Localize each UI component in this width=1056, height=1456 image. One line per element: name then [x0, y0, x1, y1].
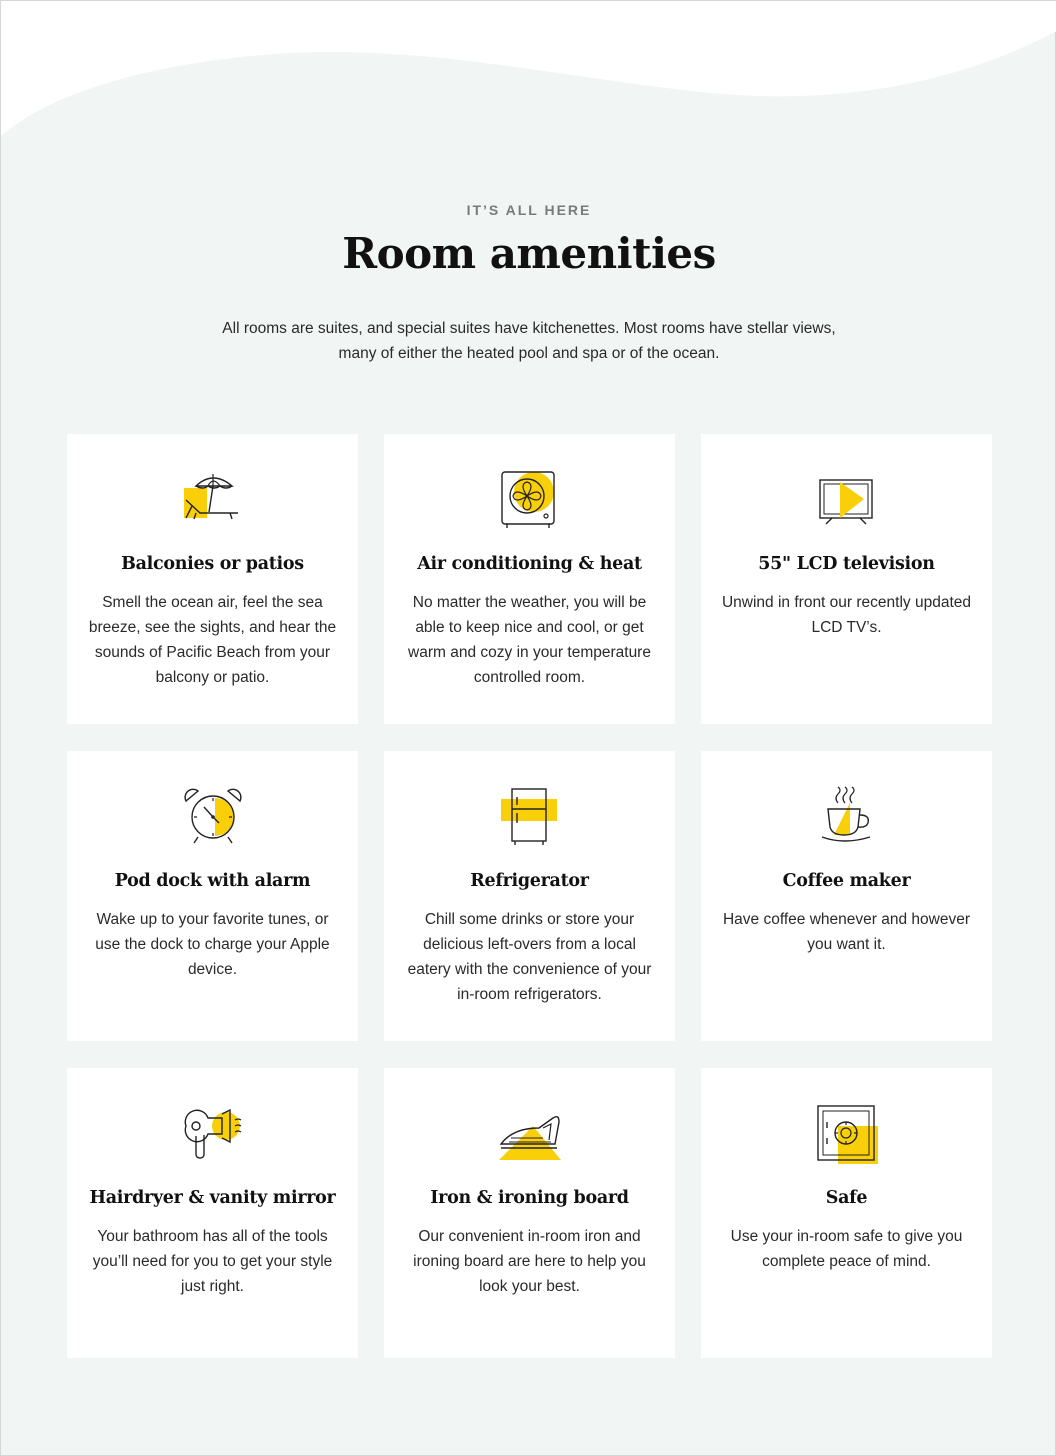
intro-text: All rooms are suites, and special suites have kitchenettes. Most rooms have stellar views, many of either the heated pool and spa or of the ocean. [222, 320, 836, 362]
amenity-card-iron [384, 1068, 675, 1358]
amenity-card-coffee-maker [701, 751, 992, 1041]
amenity-description: No matter the weather, you will be able to keep nice and cool, or get warm and cozy in your temperature controlled room. [408, 594, 651, 686]
fan-icon [499, 468, 561, 530]
safe-icon [816, 1102, 878, 1164]
iron-icon [499, 1102, 561, 1164]
amenity-title: 55" LCD television [758, 554, 935, 574]
amenity-title: Pod dock with alarm [114, 871, 311, 891]
amenity-title: Hairdryer & vanity mirror [89, 1188, 336, 1208]
amenity-description: Use your in-room safe to give you complete peace of mind. [730, 1228, 963, 1270]
amenity-card-refrigerator [384, 751, 675, 1041]
amenity-card-television [701, 434, 992, 724]
amenity-description: Our convenient in-room iron and ironing board are here to help you look your best. [413, 1228, 646, 1295]
amenity-description: Smell the ocean air, feel the sea breeze, see the sights, and hear the sounds of Pacific Beach from your balcony or patio. [88, 594, 337, 686]
amenity-title: Safe [825, 1188, 868, 1208]
refrigerator-icon [499, 785, 561, 847]
amenity-title: Refrigerator [470, 871, 589, 891]
amenity-title: Balconies or patios [121, 554, 304, 574]
eyebrow-label: IT’S ALL HERE [466, 202, 592, 218]
amenity-card-pod-dock [67, 751, 358, 1041]
hairdryer-icon [182, 1102, 244, 1164]
amenity-card-safe [701, 1068, 992, 1358]
amenity-description: Chill some drinks or store your delicious left-overs from a local eatery with the convenience of your in-room refrigerators. [407, 911, 652, 1003]
amenity-card-balconies [67, 434, 358, 724]
coffee-cup-icon [816, 785, 878, 847]
amenity-description: Your bathroom has all of the tools you’ll need for you to get your style just right. [92, 1228, 333, 1295]
amenity-card-air-conditioning [384, 434, 675, 724]
amenity-card-hairdryer [67, 1068, 358, 1358]
television-icon [816, 468, 878, 530]
alarm-clock-icon [182, 785, 244, 847]
amenity-description: Have coffee whenever and however you want it. [722, 911, 970, 953]
amenity-title: Air conditioning & heat [417, 554, 642, 574]
amenity-description: Wake up to your favorite tunes, or use the dock to charge your Apple device. [95, 911, 330, 978]
beach-umbrella-icon [182, 468, 244, 530]
page-title: Room amenities [342, 229, 716, 278]
amenity-description: Unwind in front our recently updated LCD TV’s. [721, 594, 971, 636]
amenity-title: Iron & ironing board [430, 1188, 629, 1208]
header-wave [1, 1, 1056, 141]
amenity-title: Coffee maker [782, 871, 911, 891]
